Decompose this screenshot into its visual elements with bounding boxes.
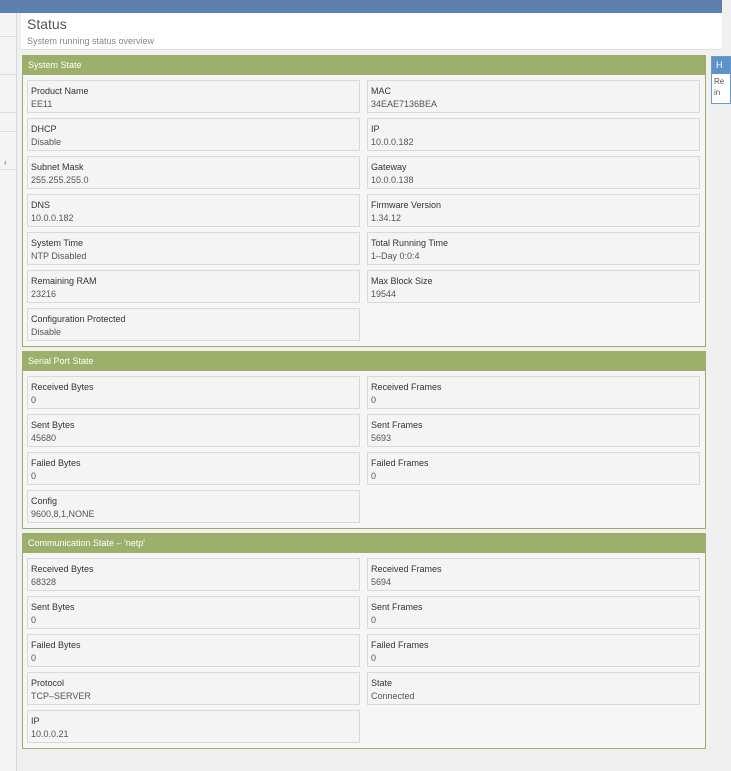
- field-value: Connected: [371, 691, 415, 701]
- field-value: 0: [31, 471, 37, 481]
- field-value: 1–Day 0:0:4: [371, 251, 420, 261]
- field-label: Total Running Time: [371, 238, 449, 248]
- field-failed-bytes: [27, 452, 360, 485]
- field-sent-bytes: [27, 414, 360, 447]
- field-value: 5693: [371, 433, 392, 443]
- field-value: 0: [371, 395, 377, 405]
- field-value: 5694: [371, 577, 392, 587]
- field-value: 0: [371, 471, 377, 481]
- field-value: 10.0.0.138: [371, 175, 414, 185]
- serial-port-state-panel: [22, 351, 706, 529]
- chevron-left-icon[interactable]: ‹: [4, 158, 7, 167]
- field-received-frames: [367, 376, 700, 409]
- field-label: MAC: [371, 86, 391, 96]
- field-value: 0: [371, 615, 377, 625]
- field-label: Sent Bytes: [31, 420, 75, 430]
- field-state: [367, 672, 700, 705]
- field-value: TCP–SERVER: [31, 691, 91, 701]
- sidebar-divider: [0, 74, 16, 75]
- help-text-line: in: [714, 88, 721, 97]
- field-value: 19544: [371, 289, 397, 299]
- field-received-bytes: [27, 558, 360, 591]
- field-label: System Time: [31, 238, 84, 248]
- sidebar-divider: [0, 169, 16, 170]
- field-label: Max Block Size: [371, 276, 433, 286]
- field-failed-frames: [367, 452, 700, 485]
- field-value: 23216: [31, 289, 57, 299]
- field-label: DNS: [31, 200, 51, 210]
- field-label: Sent Frames: [371, 602, 423, 612]
- field-value: 0: [31, 395, 37, 405]
- field-sent-frames: [367, 596, 700, 629]
- field-label: Firmware Version: [371, 200, 442, 210]
- field-value: 10.0.0.21: [31, 729, 69, 739]
- field-label: Received Bytes: [31, 564, 94, 574]
- help-panel-title: H: [712, 57, 730, 74]
- field-value: 68328: [31, 577, 57, 587]
- field-value: 45680: [31, 433, 57, 443]
- field-value: Disable: [31, 327, 62, 337]
- field-value: 0: [31, 653, 37, 663]
- field-product-name: [27, 80, 360, 113]
- field-system-time: [27, 232, 360, 265]
- field-label: Protocol: [31, 678, 65, 688]
- field-label: Configuration Protected: [31, 314, 126, 324]
- field-label: Gateway: [371, 162, 407, 172]
- field-protocol: [27, 672, 360, 705]
- sidebar: [0, 13, 17, 771]
- field-failed-bytes: [27, 634, 360, 667]
- panel-title: Communication State – 'netp': [23, 534, 705, 553]
- top-nav-bar: [0, 0, 722, 13]
- field-dns: [27, 194, 360, 227]
- sidebar-divider: [0, 36, 16, 37]
- page-header: [21, 13, 722, 50]
- field-remaining-ram: [27, 270, 360, 303]
- field-value: NTP Disabled: [31, 251, 87, 261]
- field-value: 10.0.0.182: [31, 213, 74, 223]
- field-label: Failed Bytes: [31, 458, 81, 468]
- panel-title: System State: [23, 56, 705, 75]
- field-configuration-protected: [27, 308, 360, 341]
- field-failed-frames: [367, 634, 700, 667]
- field-firmware-version: [367, 194, 700, 227]
- field-received-bytes: [27, 376, 360, 409]
- page-title: Status: [27, 16, 67, 32]
- field-label: IP: [371, 124, 380, 134]
- field-label: Product Name: [31, 86, 89, 96]
- field-label: Subnet Mask: [31, 162, 84, 172]
- field-label: Received Frames: [371, 382, 442, 392]
- field-total-running-time: [367, 232, 700, 265]
- sidebar-divider: [0, 131, 16, 132]
- sidebar-divider: [0, 112, 16, 113]
- field-label: State: [371, 678, 393, 688]
- field-ip: [367, 118, 700, 151]
- field-sent-frames: [367, 414, 700, 447]
- field-value: 1.34.12: [371, 213, 402, 223]
- field-mac: [367, 80, 700, 113]
- field-label: Received Bytes: [31, 382, 94, 392]
- help-text-line: Re: [714, 77, 725, 86]
- field-max-block-size: [367, 270, 700, 303]
- field-value: 10.0.0.182: [371, 137, 414, 147]
- field-label: Failed Frames: [371, 458, 429, 468]
- system-state-panel: [22, 55, 706, 347]
- field-label: DHCP: [31, 124, 57, 134]
- field-dhcp: [27, 118, 360, 151]
- field-label: Failed Frames: [371, 640, 429, 650]
- field-value: Disable: [31, 137, 62, 147]
- field-value: 0: [31, 615, 37, 625]
- field-sent-bytes: [27, 596, 360, 629]
- field-gateway: [367, 156, 700, 189]
- field-ip: [27, 710, 360, 743]
- field-label: Remaining RAM: [31, 276, 97, 286]
- field-value: 255.255.255.0: [31, 175, 89, 185]
- field-label: Config: [31, 496, 58, 506]
- field-label: Failed Bytes: [31, 640, 81, 650]
- communication-state-panel: [22, 533, 706, 749]
- field-value: 9600,8,1,NONE: [31, 509, 95, 519]
- field-config: [27, 490, 360, 523]
- field-value: 0: [371, 653, 377, 663]
- field-received-frames: [367, 558, 700, 591]
- field-label: Sent Frames: [371, 420, 423, 430]
- field-label: Received Frames: [371, 564, 442, 574]
- field-label: Sent Bytes: [31, 602, 75, 612]
- page-subtitle: System running status overview: [27, 36, 155, 46]
- field-value: 34EAE7136BEA: [371, 99, 438, 109]
- field-subnet-mask: [27, 156, 360, 189]
- field-label: IP: [31, 716, 40, 726]
- help-panel: [711, 56, 731, 104]
- panel-title: Serial Port State: [23, 352, 705, 371]
- help-panel-body: [712, 74, 730, 98]
- field-value: EE11: [31, 99, 53, 109]
